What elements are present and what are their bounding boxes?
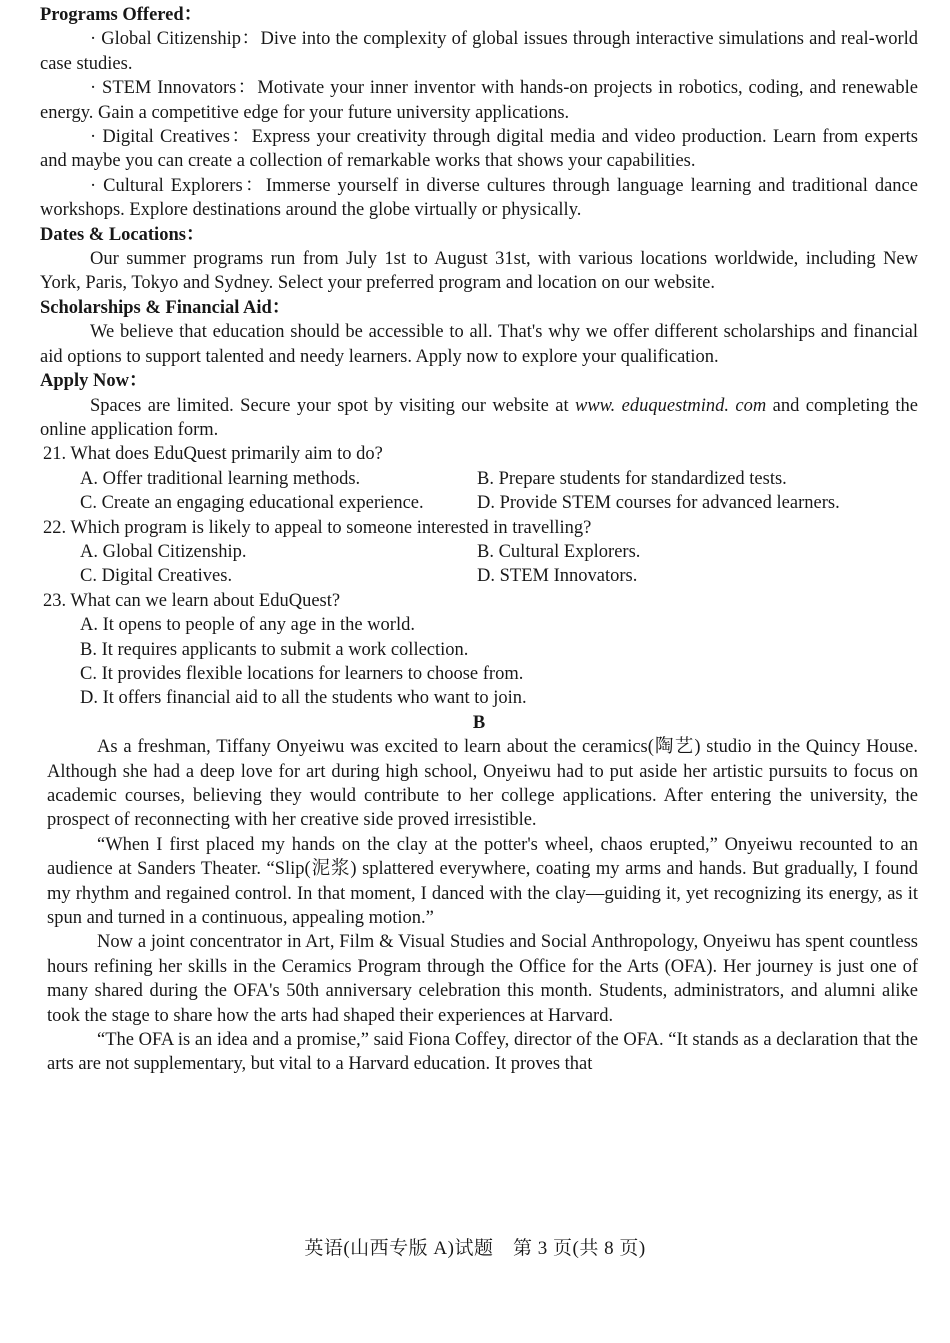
question-stem: 23. What can we learn about EduQuest? xyxy=(43,590,341,611)
question-23 xyxy=(40,589,918,711)
dates-section xyxy=(40,223,918,296)
program-name: Global Citizenship xyxy=(101,29,242,50)
program-item: · STEM Innovators：Motivate your inner inventor with hands-on projects in robotics, coding, and renewable energy. Gain a competitive edge for your future university applications. xyxy=(40,78,918,123)
option-a: A. It opens to people of any age in the world. xyxy=(80,615,415,636)
option-d: D. Provide STEM courses for advanced learners. xyxy=(477,493,840,514)
passage-paragraph: As a freshman, Tiffany Onyeiwu was excited to learn about the ceramics(陶艺) studio in the Quincy House. Although she had a deep love for art during high school, Onyeiwu had to put aside her artistic pursuits to focus on academic courses, believing they would contribute to her college applications. After entering the university, the prospect of reconnecting with her creative side proved irresistible. xyxy=(47,737,918,831)
section-heading: Scholarships & Financial Aid： xyxy=(40,297,291,318)
option-a: A. Global Citizenship. xyxy=(80,541,247,562)
passage-paragraph: “When I first placed my hands on the clay at the potter's wheel, chaos erupted,” Onyeiwu recounted to an audience at Sanders Theater. “Slip(泥浆) splattered everywhere, coating my arms and hands. But gradually, I found my rhythm and regained control. In that moment, I danced with the clay—guiding it, yet recognizing its energy, as it spun and turned in a continuous, appealing motion.” xyxy=(47,834,918,929)
apply-section xyxy=(40,369,918,442)
option-b: B. Cultural Explorers. xyxy=(477,541,641,562)
option-b: B. It requires applicants to submit a work collection. xyxy=(80,639,469,660)
program-item: · Global Citizenship：Dive into the complexity of global issues through interactive simulations and real-world case studies. xyxy=(40,29,918,74)
option-a: A. Offer traditional learning methods. xyxy=(80,468,361,489)
section-body: Our summer programs run from July 1st to August 31st, with various locations worldwide, including New York, Paris, Tokyo and Sydney. Select your preferred program and location on our website. xyxy=(40,249,918,294)
question-stem: 21. What does EduQuest primarily aim to do? xyxy=(43,444,383,465)
section-heading: Programs Offered： xyxy=(40,5,203,25)
passage-b xyxy=(40,735,918,1077)
passage-paragraph: “The OFA is an idea and a promise,” said Fiona Coffey, director of the OFA. “It stands as a declaration that the arts are not supplementary, but vital to a Harvard education. It proves that xyxy=(47,1030,918,1075)
website-url: www. eduquestmind. com xyxy=(574,395,767,416)
option-c: C. It provides flexible locations for learners to choose from. xyxy=(80,663,524,684)
section-heading: Apply Now： xyxy=(40,371,148,392)
program-name: Cultural Explorers xyxy=(103,175,243,196)
page-footer: 英语(山西专版 A)试题 第 3 页(共 8 页) xyxy=(304,1238,646,1259)
option-d: D. It offers financial aid to all the students who want to join. xyxy=(80,688,527,709)
option-b: B. Prepare students for standardized tests. xyxy=(477,468,787,489)
scholarships-section xyxy=(40,296,918,369)
section-body: Spaces are limited. Secure your spot by visiting our website at www. eduquestmind. com and completing the online application form. xyxy=(40,395,919,440)
programs-section xyxy=(40,3,918,223)
section-b-label: B xyxy=(472,712,486,733)
question-22 xyxy=(40,516,918,589)
program-name: STEM Innovators xyxy=(102,78,237,99)
option-d: D. STEM Innovators. xyxy=(477,566,638,587)
program-item: · Cultural Explorers：Immerse yourself in diverse cultures through language learning and traditional dance workshops. Explore destinations around the globe virtually or physically. xyxy=(40,175,918,221)
option-c: C. Create an engaging educational experience. xyxy=(80,493,424,514)
question-stem: 22. Which program is likely to appeal to someone interested in travelling? xyxy=(43,517,592,538)
section-heading: Dates & Locations： xyxy=(40,224,205,245)
question-21 xyxy=(40,442,918,515)
section-body: We believe that education should be accessible to all. That's why we offer different scholarships and financial aid options to support talented and needy learners. Apply now to explore your qualification. xyxy=(40,322,918,367)
program-name: Digital Creatives xyxy=(102,127,230,148)
option-c: C. Digital Creatives. xyxy=(80,566,233,587)
program-item: · Digital Creatives：Express your creativity through digital media and video production. Learn from experts and maybe you can create a collection of remarkable works that shows your capabilities. xyxy=(40,127,918,172)
passage-paragraph: Now a joint concentrator in Art, Film & Visual Studies and Social Anthropology, Onyeiwu has spent countless hours refining her skills in the Ceramics Program through the Office for the Arts (OFA). Her journey is just one of many shared during the OFA's 50th anniversary celebration this month. Students, administrators, and alumni alike took the stage to share how the arts had shaped their experiences at Harvard. xyxy=(47,932,918,1026)
